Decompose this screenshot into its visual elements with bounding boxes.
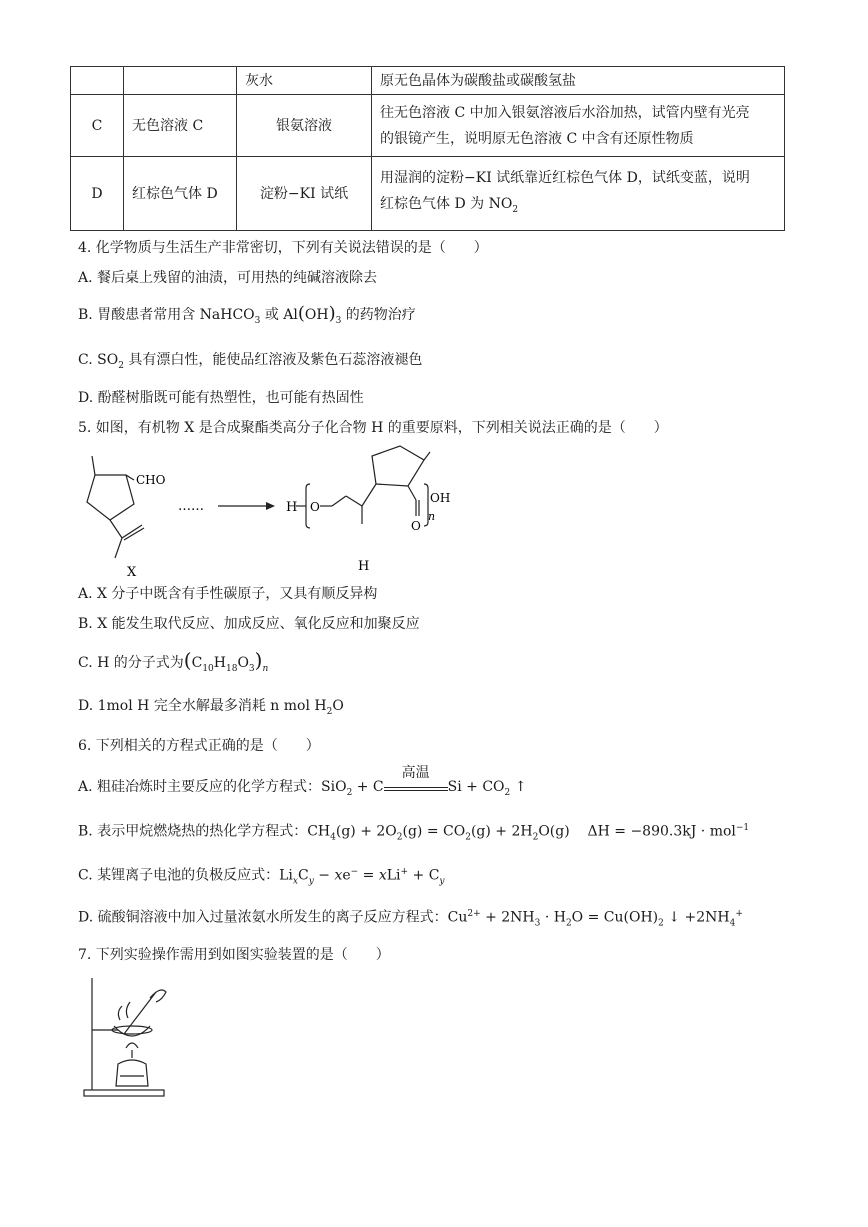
q6-option-d: D. 硫酸铜溶液中加入过量浓氨水所发生的离子反应方程式：$Cu^{2+} + 2NH_3 \cdot H_2O = Cu(OH)_2$ ↓ $+2NH_4^+$: [78, 909, 743, 929]
q4-option-b: B. 胃酸患者常用含 NaHCO$_3$ 或 $Al(OH)_3$ 的药物治疗: [78, 303, 416, 326]
q5-option-c: C. H 的分子式为$(C_{10}H_{18}O_3)_n$: [78, 648, 269, 674]
table-cell: [71, 67, 124, 95]
q5-option-b: B. X 能发生取代反应、加成反应、氧化反应和加聚反应: [78, 616, 420, 632]
experiment-table: [70, 66, 785, 231]
q6-option-a-text: A. 粗硅冶炼时主要反应的化学方程式：: [78, 779, 322, 795]
table-cell: [124, 67, 237, 95]
cell-line: 往无色溶液 C 中加入银氨溶液后水浴加热，试管内壁有光亮: [380, 104, 750, 121]
cho-label: CHO: [136, 473, 166, 487]
label-h: H: [358, 559, 370, 574]
oh-label: OH: [430, 491, 451, 505]
table-cell: 原无色晶体为碳酸盐或碳酸氢盐: [372, 67, 785, 95]
q6-option-b: B. 表示甲烷燃烧热的热化学方程式：$CH_4(g) + 2O_2(g) = CO_2(g) + 2H_2O(g)$ ΔH = −890.3kJ · mol$^{-1}$: [78, 823, 750, 843]
q7-stem: 7. 下列实验操作需用到如图实验装置的是（ ）: [78, 947, 390, 963]
q4-option-b-text: B. 胃酸患者常用含 NaHCO: [78, 307, 255, 323]
q6-option-b-text: B. 表示甲烷燃烧热的热化学方程式：: [78, 823, 308, 840]
q5-option-c-text: C. H 的分子式为: [78, 655, 184, 671]
h-end-label: H: [286, 500, 298, 515]
enthalpy-value: ΔH = −890.3kJ · mol: [587, 823, 736, 840]
table-cell: 灰水: [237, 67, 372, 95]
q4-option-c-text: 具有漂白性，能使品红溶液及紫色石蕊溶液褪色: [123, 352, 423, 368]
q5-structure-figure: [70, 440, 490, 585]
q4-option-a: A. 餐后桌上残留的油渍，可用热的纯碱溶液除去: [78, 270, 378, 286]
cell-line: 用湿润的淀粉−KI 试纸靠近红棕色气体 D，试纸变蓝，说明: [380, 169, 750, 186]
q4-stem: 4. 化学物质与生活生产非常密切，下列有关说法错误的是（ ）: [78, 240, 488, 256]
table-cell-sample: 无色溶液 C: [124, 95, 237, 157]
q5-option-d: D. 1mol H 完全水解最多消耗 n mol $H_2O$: [78, 698, 344, 717]
q4-option-d: D. 酚醛树脂既可能有热塑性，也可能有热固性: [78, 390, 364, 406]
table-row: [71, 67, 785, 95]
q5-option-a: A. X 分子中既含有手性碳原子，又具有顺反异构: [78, 586, 378, 602]
table-cell-reagent: 银氨溶液: [237, 95, 372, 157]
table-cell-sample: 红棕色气体 D: [124, 157, 237, 231]
table-cell-label: C: [71, 95, 124, 157]
label-x: X: [127, 565, 137, 580]
q6-option-d-text: D. 硫酸铜溶液中加入过量浓氨水所发生的离子反应方程式：: [78, 909, 448, 926]
table-cell-reagent: 淀粉−KI 试纸: [237, 157, 372, 231]
q5-stem: 5. 如图，有机物 X 是合成聚酯类高分子化合物 H 的重要原料，下列相关说法正确的是（ ）: [78, 420, 668, 436]
q6-option-c: C. 某锂离子电池的负极反应式：$Li_xC_y - xe^- = xLi^+ + C_y$: [78, 867, 445, 887]
cell-line: 红棕色气体 D 为 $NO_2$: [380, 195, 519, 215]
q4-option-c: C. $SO_2$ 具有漂白性，能使品红溶液及紫色石蕊溶液褪色: [78, 352, 423, 371]
table-row: [71, 157, 785, 231]
cell-line: 的银镜产生，说明原无色溶液 C 中含有还原性物质: [380, 130, 694, 147]
q4-option-c-text: C. SO: [78, 352, 119, 368]
o-label: O: [310, 500, 320, 514]
q5-option-d-text: D. 1mol H 完全水解最多消耗 n mol H: [78, 698, 327, 714]
table-cell-phenomenon: [372, 157, 785, 231]
arrow-icon: [218, 502, 275, 510]
q6-stem: 6. 下列相关的方程式正确的是（ ）: [78, 738, 320, 754]
table-row: [71, 95, 785, 157]
polymer-h: [296, 446, 430, 528]
q4-option-b-text: 或 Al: [260, 307, 298, 323]
dots-label: ……: [178, 499, 204, 514]
reaction-condition: 高温: [401, 765, 430, 781]
cell-text: 红棕色气体 D 为 NO: [380, 195, 513, 212]
q6-option-a: A. 粗硅冶炼时主要反应的化学方程式：SiO$_2$ + C 高温 $Si + CO_2$ ↑: [78, 765, 527, 798]
table-cell-phenomenon: [372, 95, 785, 157]
q4-option-b-text: 的药物治疗: [341, 307, 416, 323]
evaporation-apparatus-figure: [76, 972, 176, 1102]
molecule-x: [87, 456, 144, 558]
carbonyl-o-label: O: [411, 519, 421, 533]
q6-option-c-text: C. 某锂离子电池的负极反应式：: [78, 867, 280, 884]
n-label: n: [428, 510, 436, 523]
table-cell-label: D: [71, 157, 124, 231]
